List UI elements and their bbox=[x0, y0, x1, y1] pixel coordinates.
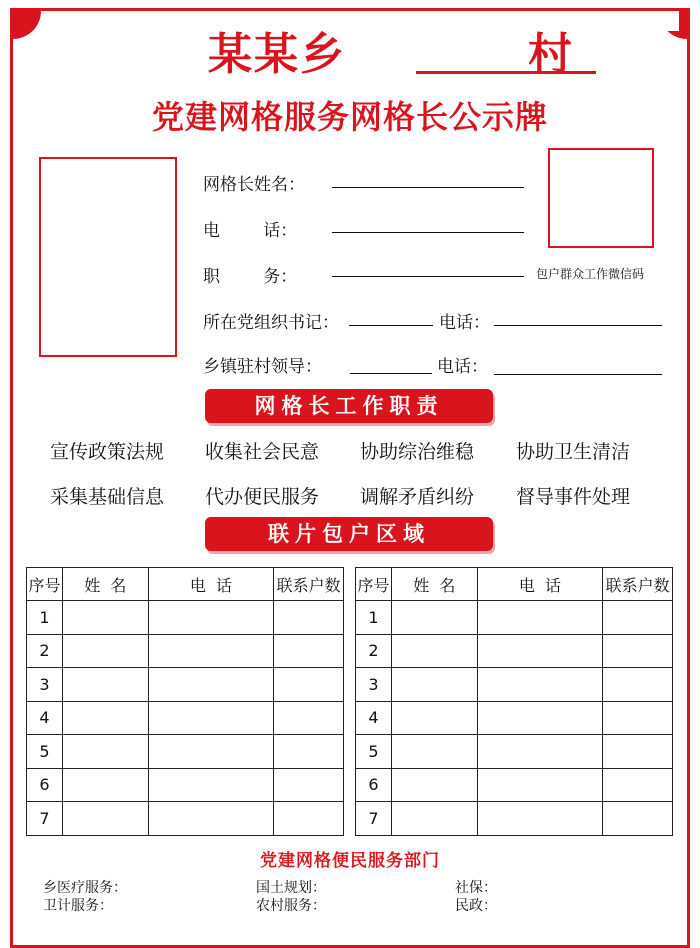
phone-cell[interactable] bbox=[148, 701, 274, 735]
area-heading: 联片包户区域 bbox=[205, 517, 493, 551]
row-number: 5 bbox=[27, 735, 63, 769]
department-item: 国土规划： bbox=[256, 880, 326, 896]
household-table-left bbox=[26, 567, 344, 836]
household-table-right bbox=[355, 567, 673, 836]
table-row bbox=[27, 601, 344, 635]
duty-item: 收集社会民意 bbox=[205, 441, 320, 463]
phone-cell[interactable] bbox=[148, 668, 274, 702]
leader-photo-box bbox=[39, 157, 177, 357]
table-header-row bbox=[356, 568, 673, 601]
duty-item: 宣传政策法规 bbox=[50, 441, 165, 463]
column-header: 电 话 bbox=[477, 568, 603, 601]
households-cell[interactable] bbox=[603, 735, 673, 769]
phone-cell[interactable] bbox=[148, 601, 274, 635]
name-cell[interactable] bbox=[62, 768, 148, 802]
name-cell[interactable] bbox=[62, 701, 148, 735]
name-cell[interactable] bbox=[62, 735, 148, 769]
row-number: 3 bbox=[356, 668, 392, 702]
phone-line bbox=[332, 232, 524, 233]
phone-cell[interactable] bbox=[148, 802, 274, 836]
table-row bbox=[356, 668, 673, 702]
phone-cell[interactable] bbox=[148, 768, 274, 802]
table-row bbox=[27, 634, 344, 668]
name-cell[interactable] bbox=[391, 735, 477, 769]
phone-cell[interactable] bbox=[477, 802, 603, 836]
phone-cell[interactable] bbox=[477, 735, 603, 769]
phone-cell[interactable] bbox=[477, 701, 603, 735]
table-row bbox=[27, 768, 344, 802]
name-cell[interactable] bbox=[391, 802, 477, 836]
column-header: 联系户数 bbox=[603, 568, 673, 601]
phone-cell[interactable] bbox=[477, 634, 603, 668]
frame-corner bbox=[13, 11, 41, 39]
table-row bbox=[27, 701, 344, 735]
row-number: 5 bbox=[356, 735, 392, 769]
duty-item: 协助卫生清洁 bbox=[516, 441, 631, 463]
duties-heading: 网格长工作职责 bbox=[205, 389, 493, 423]
households-cell[interactable] bbox=[603, 601, 673, 635]
column-header: 联系户数 bbox=[274, 568, 344, 601]
households-cell[interactable] bbox=[274, 601, 344, 635]
row-number: 1 bbox=[27, 601, 63, 635]
duty-item: 采集基础信息 bbox=[50, 486, 165, 508]
department-item: 农村服务： bbox=[256, 898, 326, 914]
column-header: 序号 bbox=[27, 568, 63, 601]
wechat-qr-box bbox=[548, 148, 654, 248]
position-label: 职 务： bbox=[203, 267, 298, 287]
party-secretary-line bbox=[349, 325, 433, 326]
phone-cell[interactable] bbox=[148, 735, 274, 769]
township-name: 某某乡 bbox=[208, 29, 346, 80]
households-cell[interactable] bbox=[274, 634, 344, 668]
department-item: 乡医疗服务： bbox=[43, 880, 127, 896]
board-title: 党建网格服务网格长公示牌 bbox=[151, 98, 548, 136]
frame-corner bbox=[659, 11, 687, 39]
households-cell[interactable] bbox=[274, 802, 344, 836]
town-leader-line bbox=[350, 373, 432, 374]
town-leader-phone-label: 电话： bbox=[437, 357, 488, 377]
table-row bbox=[27, 668, 344, 702]
table-row bbox=[356, 634, 673, 668]
row-number: 3 bbox=[27, 668, 63, 702]
duty-item: 协助综治维稳 bbox=[360, 441, 475, 463]
grid-leader-name-line bbox=[332, 187, 524, 188]
town-leader-phone-line bbox=[494, 374, 662, 375]
column-header: 姓 名 bbox=[62, 568, 148, 601]
households-cell[interactable] bbox=[603, 668, 673, 702]
name-cell[interactable] bbox=[62, 802, 148, 836]
name-cell[interactable] bbox=[391, 634, 477, 668]
party-secretary-label: 所在党组织书记： bbox=[203, 313, 339, 333]
table-row bbox=[356, 701, 673, 735]
households-cell[interactable] bbox=[274, 668, 344, 702]
column-header: 姓 名 bbox=[391, 568, 477, 601]
row-number: 1 bbox=[356, 601, 392, 635]
row-number: 6 bbox=[27, 768, 63, 802]
households-cell[interactable] bbox=[603, 634, 673, 668]
row-number: 6 bbox=[356, 768, 392, 802]
households-cell[interactable] bbox=[274, 735, 344, 769]
table-row bbox=[356, 601, 673, 635]
households-cell[interactable] bbox=[274, 768, 344, 802]
phone-cell[interactable] bbox=[477, 601, 603, 635]
row-number: 7 bbox=[356, 802, 392, 836]
department-item: 民政： bbox=[455, 898, 497, 914]
households-cell[interactable] bbox=[603, 768, 673, 802]
phone-cell[interactable] bbox=[148, 634, 274, 668]
households-cell[interactable] bbox=[603, 701, 673, 735]
phone-cell[interactable] bbox=[477, 768, 603, 802]
name-cell[interactable] bbox=[62, 601, 148, 635]
name-cell[interactable] bbox=[391, 668, 477, 702]
department-item: 卫计服务： bbox=[43, 898, 113, 914]
duty-item: 督导事件处理 bbox=[516, 486, 631, 508]
grid-leader-name-label: 网格长姓名： bbox=[203, 175, 305, 195]
table-row bbox=[356, 735, 673, 769]
name-cell[interactable] bbox=[391, 768, 477, 802]
position-line bbox=[332, 276, 524, 277]
department-item: 社保： bbox=[455, 880, 497, 896]
qr-caption: 包户群众工作微信码 bbox=[536, 267, 645, 281]
row-number: 4 bbox=[356, 701, 392, 735]
name-cell[interactable] bbox=[62, 634, 148, 668]
village-name-blank: 村 bbox=[416, 18, 596, 74]
column-header: 序号 bbox=[356, 568, 392, 601]
party-secretary-phone-line bbox=[494, 325, 662, 326]
row-number: 2 bbox=[27, 634, 63, 668]
table-row bbox=[27, 735, 344, 769]
duty-item: 代办便民服务 bbox=[205, 486, 320, 508]
table-row bbox=[356, 802, 673, 836]
departments-heading: 党建网格便民服务部门 bbox=[260, 851, 440, 871]
row-number: 7 bbox=[27, 802, 63, 836]
name-cell[interactable] bbox=[391, 701, 477, 735]
name-cell[interactable] bbox=[391, 601, 477, 635]
households-cell[interactable] bbox=[603, 802, 673, 836]
row-number: 2 bbox=[356, 634, 392, 668]
name-cell[interactable] bbox=[62, 668, 148, 702]
column-header: 电 话 bbox=[148, 568, 274, 601]
households-cell[interactable] bbox=[274, 701, 344, 735]
table-header-row bbox=[27, 568, 344, 601]
phone-label: 电 话： bbox=[203, 221, 298, 241]
party-secretary-phone-label: 电话： bbox=[439, 313, 490, 333]
phone-cell[interactable] bbox=[477, 668, 603, 702]
row-number: 4 bbox=[27, 701, 63, 735]
table-row bbox=[356, 768, 673, 802]
duty-item: 调解矛盾纠纷 bbox=[360, 486, 475, 508]
town-leader-label: 乡镇驻村领导： bbox=[203, 357, 322, 377]
table-row bbox=[27, 802, 344, 836]
